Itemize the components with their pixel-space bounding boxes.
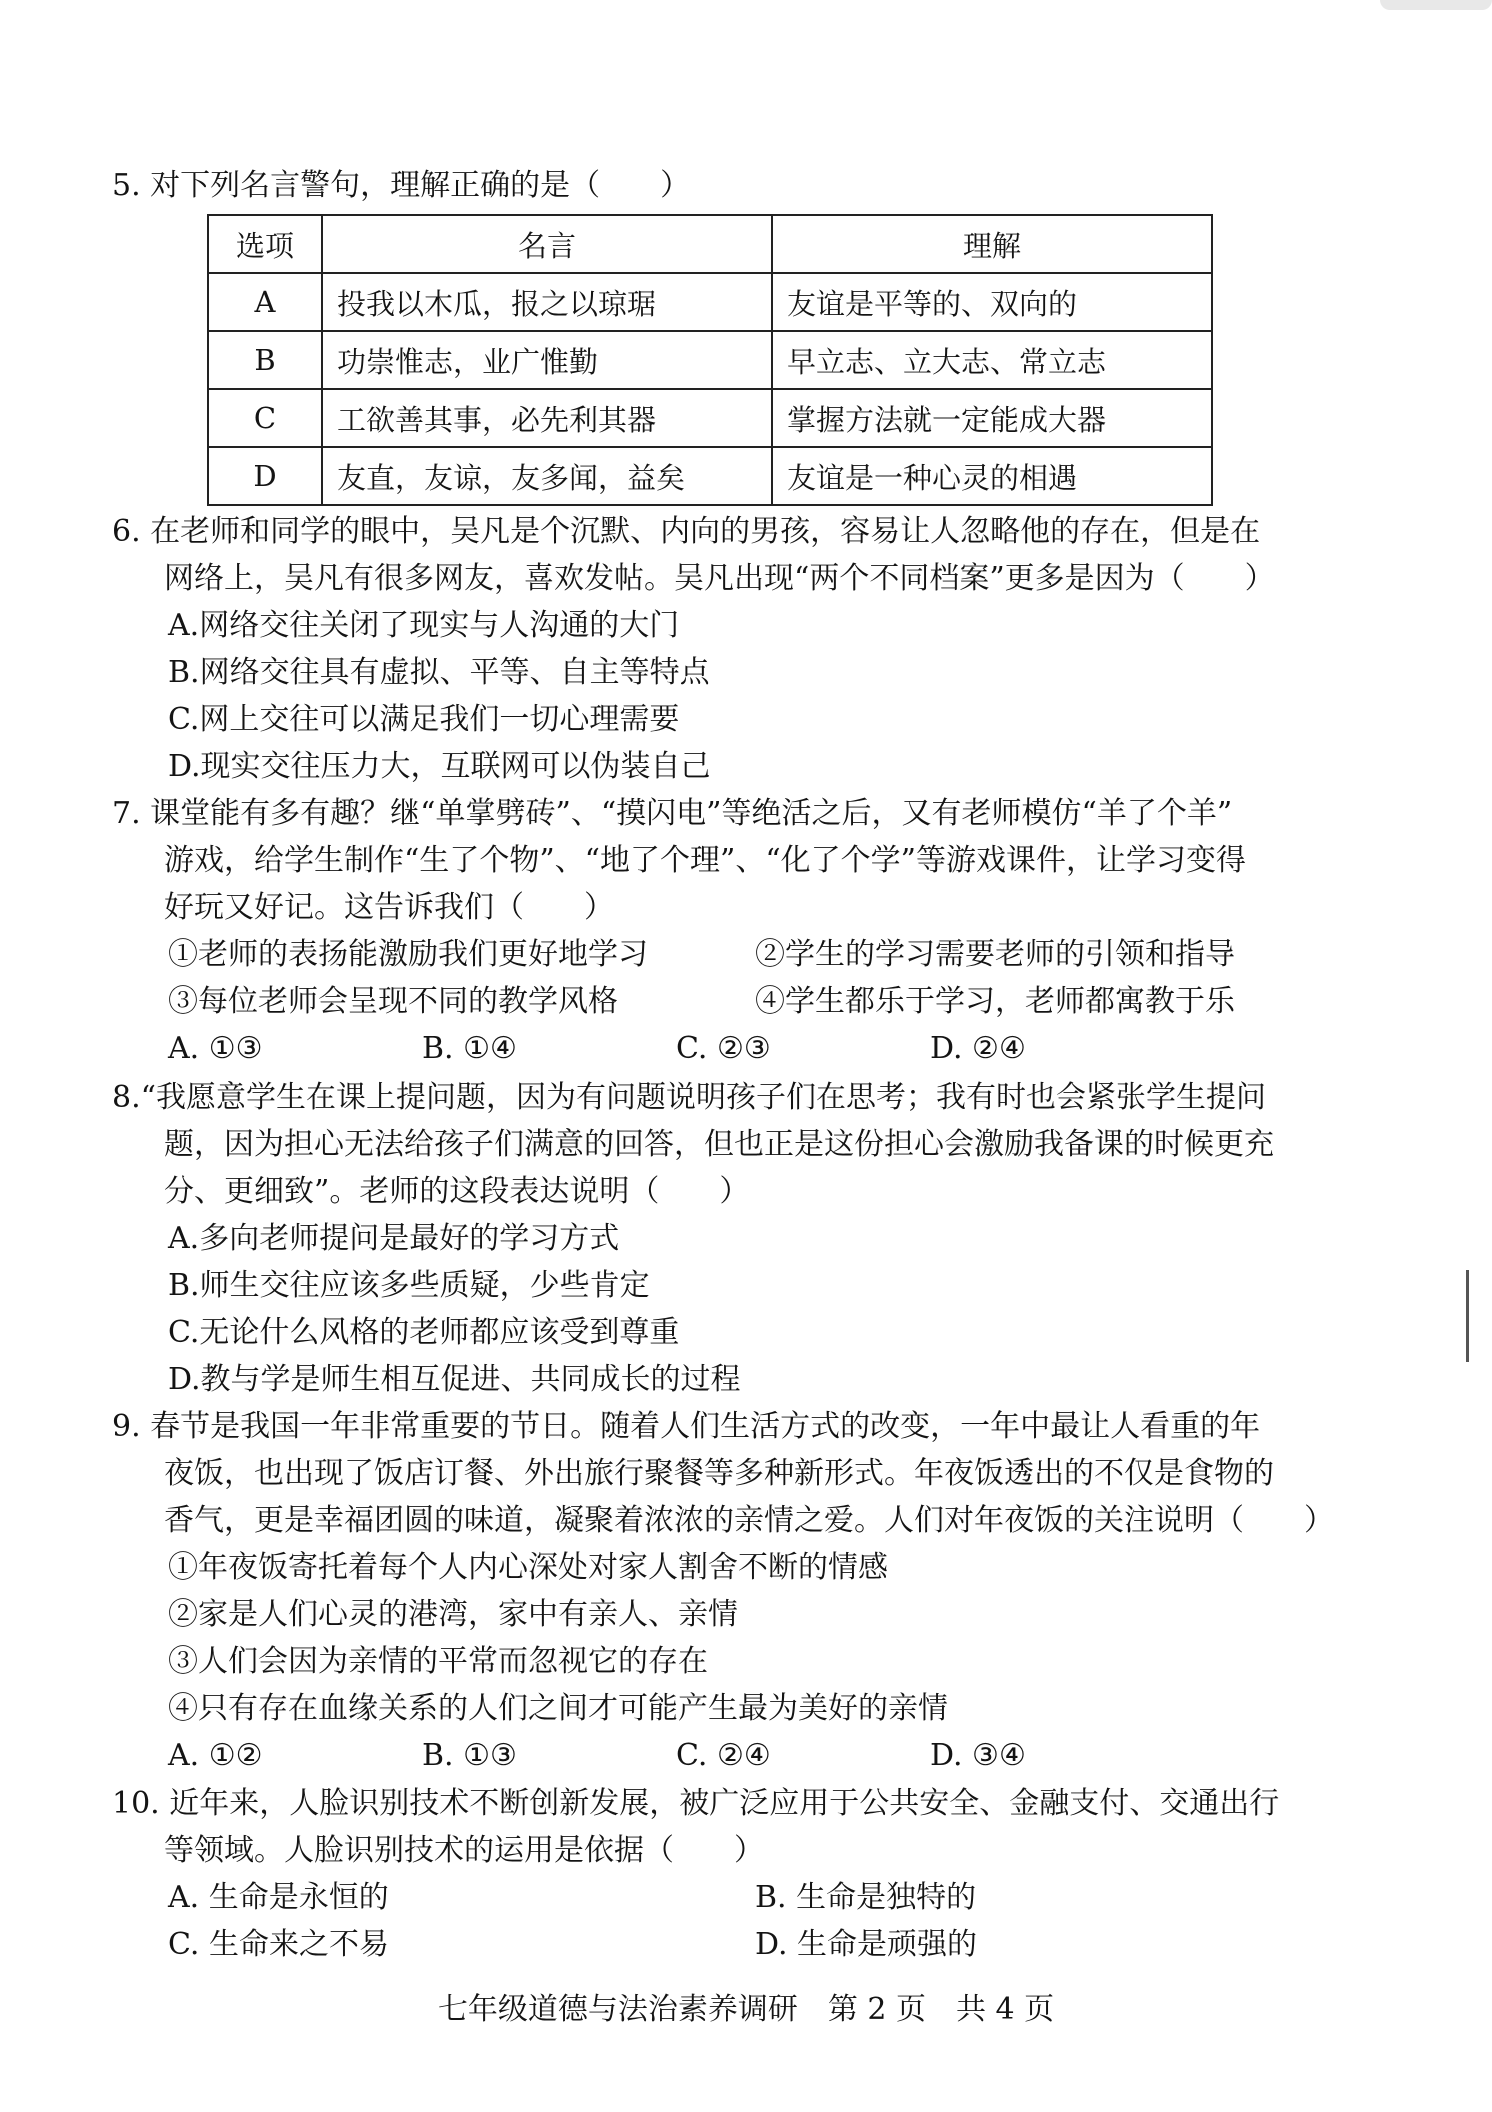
table-cell-option: D (208, 447, 322, 505)
question-9-choice-d: D. ③④ (930, 1738, 1026, 1773)
question-7-item-1: ①老师的表扬能激励我们更好地学习 (168, 937, 648, 972)
table-cell-understanding: 早立志、立大志、常立志 (772, 331, 1212, 389)
question-9 (112, 1403, 1342, 1779)
question-9-stem-line-3: 香气，更是幸福团圆的味道，凝聚着浓浓的亲情之爱。人们对年夜饭的关注说明（ ） (164, 1503, 1334, 1538)
question-7-choice-c: C. ②③ (676, 1031, 771, 1066)
question-10-stem-line-1: 10. 近年来，人脸识别技术不断创新发展，被广泛应用于公共安全、金融支付、交通出行 (112, 1786, 1280, 1821)
question-6 (112, 508, 1342, 790)
table-cell-understanding: 友谊是一种心灵的相遇 (772, 447, 1212, 505)
question-7-items-row-2 (112, 978, 1342, 1025)
question-6-option-d: D.现实交往压力大，互联网可以伪装自己 (168, 749, 711, 784)
table-cell-option: A (208, 273, 322, 331)
table-row (208, 331, 1212, 389)
question-8-stem-line-2: 题，因为担心无法给孩子们满意的回答，但也正是这份担心会激励我备课的时候更充 (164, 1127, 1274, 1162)
table-row (208, 273, 1212, 331)
question-10-option-c: C. 生命来之不易 (168, 1927, 389, 1962)
question-7-item-2: ②学生的学习需要老师的引领和指导 (755, 937, 1235, 972)
question-9-item-2: ②家是人们心灵的港湾，家中有亲人、亲情 (168, 1597, 738, 1632)
question-8-stem-line-3: 分、更细致”。老师的这段表达说明（ ） (164, 1174, 750, 1209)
question-8-option-a: A.多向老师提问是最好的学习方式 (168, 1221, 620, 1256)
table-cell-quote: 工欲善其事，必先利其器 (322, 389, 772, 447)
question-6-option-c: C.网上交往可以满足我们一切心理需要 (168, 702, 680, 737)
table-header-quote: 名言 (322, 215, 772, 273)
table-row (208, 447, 1212, 505)
question-7-item-3: ③每位老师会呈现不同的教学风格 (168, 984, 618, 1019)
table-cell-quote: 投我以木瓜，报之以琼琚 (322, 273, 772, 331)
question-5 (112, 162, 1342, 209)
question-10-options-row-2 (112, 1921, 1342, 1968)
question-7-stem-line-1: 7. 课堂能有多有趣？继“单掌劈砖”、“摸闪电”等绝活之后，又有老师模仿“羊了个羊” (112, 796, 1233, 831)
question-8 (112, 1074, 1342, 1403)
page-footer: 七年级道德与法治素养调研 第 2 页 共 4 页 (437, 1992, 1055, 2027)
question-8-option-d: D.教与学是师生相互促进、共同成长的过程 (168, 1362, 741, 1397)
question-7-choice-a: A. ①③ (168, 1031, 263, 1066)
question-9-stem-line-2: 夜饭，也出现了饭店订餐、外出旅行聚餐等多种新形式。年夜饭透出的不仅是食物的 (164, 1456, 1274, 1491)
question-10-option-a: A. 生命是永恒的 (168, 1880, 389, 1915)
question-10-option-d: D. 生命是顽强的 (755, 1927, 978, 1962)
table-cell-quote: 友直，友谅，友多闻，益矣 (322, 447, 772, 505)
quotes-table (207, 214, 1213, 506)
scan-edge-mark (1380, 0, 1492, 10)
question-9-choices (112, 1732, 1342, 1779)
question-9-choice-c: C. ②④ (676, 1738, 771, 1773)
question-8-option-c: C.无论什么风格的老师都应该受到尊重 (168, 1315, 680, 1350)
question-7-choice-b: B. ①④ (422, 1031, 517, 1066)
table-header-understanding: 理解 (772, 215, 1212, 273)
question-9-item-3: ③人们会因为亲情的平常而忽视它的存在 (168, 1644, 708, 1679)
table-cell-option: C (208, 389, 322, 447)
question-9-choice-a: A. ①② (168, 1738, 263, 1773)
question-6-option-a: A.网络交往关闭了现实与人沟通的大门 (168, 608, 680, 643)
question-7 (112, 790, 1342, 1072)
table-cell-understanding: 掌握方法就一定能成大器 (772, 389, 1212, 447)
table-header-option: 选项 (208, 215, 322, 273)
question-6-stem-line-1: 6. 在老师和同学的眼中，吴凡是个沉默、内向的男孩，容易让人忽略他的存在，但是在 (112, 514, 1261, 549)
question-6-option-b: B.网络交往具有虚拟、平等、自主等特点 (168, 655, 710, 690)
question-10-stem-line-2: 等领域。人脸识别技术的运用是依据（ ） (164, 1833, 764, 1868)
question-9-item-4: ④只有存在血缘关系的人们之间才可能产生最为美好的亲情 (168, 1691, 948, 1726)
question-10-options-row-1 (112, 1874, 1342, 1921)
question-7-stem-line-2: 游戏，给学生制作“生了个物”、“地了个理”、“化了个学”等游戏课件，让学习变得 (164, 843, 1247, 878)
table-cell-understanding: 友谊是平等的、双向的 (772, 273, 1212, 331)
question-7-choices (112, 1025, 1342, 1072)
question-7-stem-line-3: 好玩又好记。这告诉我们（ ） (164, 890, 614, 925)
table-header-row (208, 215, 1212, 273)
question-7-choice-d: D. ②④ (930, 1031, 1026, 1066)
question-6-stem-line-2: 网络上，吴凡有很多网友，喜欢发帖。吴凡出现“两个不同档案”更多是因为（ ） (164, 561, 1275, 596)
question-7-items-row-1 (112, 931, 1342, 978)
table-row (208, 389, 1212, 447)
question-10 (112, 1780, 1342, 1968)
question-8-stem-line-1: 8.“我愿意学生在课上提问题，因为有问题说明孩子们在思考；我有时也会紧张学生提问 (112, 1080, 1266, 1115)
scan-margin-mark (1466, 1270, 1469, 1362)
table-cell-option: B (208, 331, 322, 389)
question-5-stem: 5. 对下列名言警句，理解正确的是（ ） (112, 168, 691, 203)
question-9-item-1: ①年夜饭寄托着每个人内心深处对家人割舍不断的情感 (168, 1550, 888, 1585)
table-cell-quote: 功崇惟志，业广惟勤 (322, 331, 772, 389)
question-9-stem-line-1: 9. 春节是我国一年非常重要的节日。随着人们生活方式的改变，一年中最让人看重的年 (112, 1409, 1261, 1444)
question-10-option-b: B. 生命是独特的 (755, 1880, 977, 1915)
question-8-option-b: B.师生交往应该多些质疑，少些肯定 (168, 1268, 650, 1303)
question-7-item-4: ④学生都乐于学习，老师都寓教于乐 (755, 984, 1235, 1019)
question-9-choice-b: B. ①③ (422, 1738, 517, 1773)
